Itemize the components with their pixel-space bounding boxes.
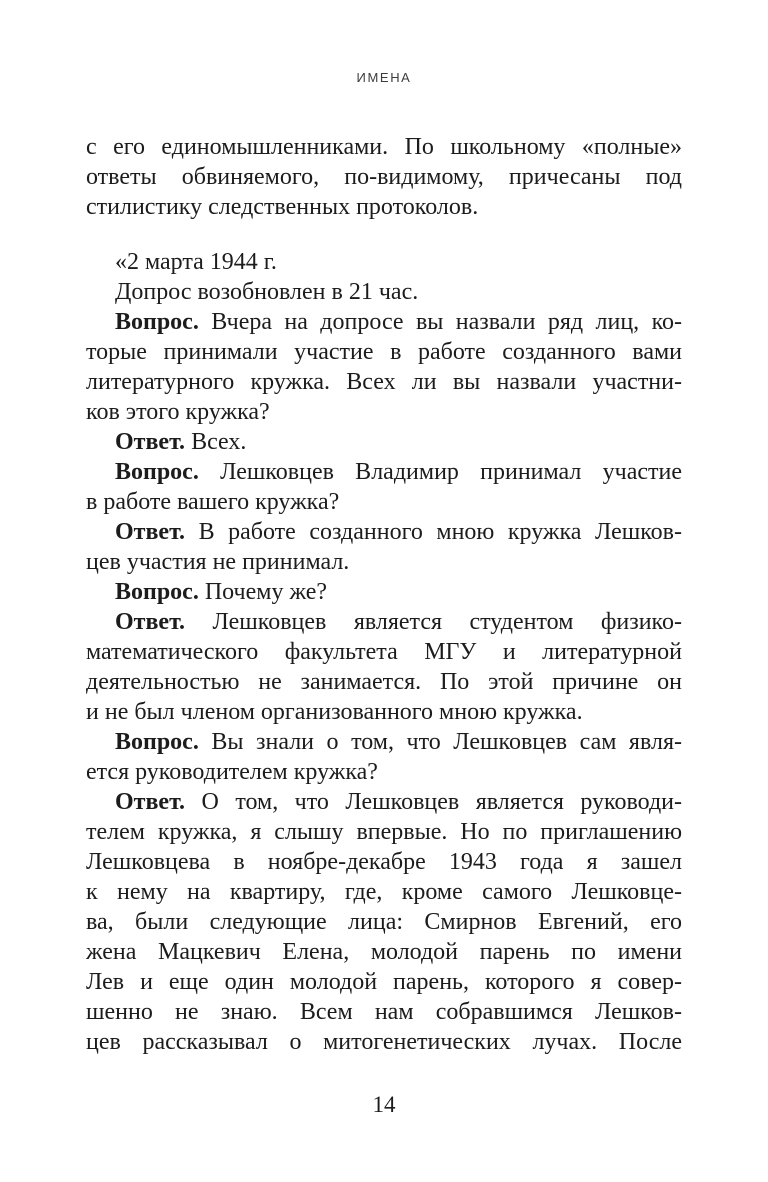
text-line: и не был членом организованного мною кружка. bbox=[86, 699, 583, 725]
text-line: с его единомышленниками. По школьному «полные» bbox=[86, 134, 682, 160]
speaker-label: Вопрос. bbox=[115, 309, 199, 335]
text-line: шенно не знаю. Всем нам собравшимся Лешков- bbox=[86, 999, 682, 1025]
text-line: Вопрос. Вчера на допросе вы назвали ряд лиц, ко- bbox=[115, 309, 682, 335]
answer-3 bbox=[86, 607, 682, 727]
text-line: ков этого кружка? bbox=[86, 399, 270, 425]
text-line: Ответ. Лешковцев является студентом физико- bbox=[115, 609, 682, 635]
question-3 bbox=[86, 577, 682, 607]
running-header: ИМЕНА bbox=[356, 70, 412, 85]
text-line: цев рассказывал о митогенетических лучах. После bbox=[86, 1029, 682, 1055]
text-line: ва, были следующие лица: Смирнов Евгений, его bbox=[86, 909, 682, 935]
text-line: Ответ. Всех. bbox=[115, 429, 247, 455]
text-line: Лев и еще один молодой парень, которого я совер- bbox=[86, 969, 682, 995]
speaker-label: Ответ. bbox=[115, 519, 186, 545]
text-line: в работе вашего кружка? bbox=[86, 489, 340, 515]
text-line: ется руководителем кружка? bbox=[86, 759, 378, 785]
text-line: математического факультета МГУ и литературной bbox=[86, 639, 682, 665]
text-line: Вопрос. Лешковцев Владимир принимал участие bbox=[115, 459, 682, 485]
text-line: Ответ. В работе созданного мною кружка Лешков- bbox=[115, 519, 682, 545]
text-line: Лешковцева в ноябре-декабре 1943 года я зашел bbox=[86, 849, 682, 875]
protocol-date-line bbox=[86, 247, 682, 277]
speaker-label: Ответ. bbox=[115, 609, 186, 635]
question-1 bbox=[86, 307, 682, 427]
text-line: жена Мацкевич Елена, молодой парень по имени bbox=[86, 939, 682, 965]
text-line: «2 марта 1944 г. bbox=[115, 249, 277, 275]
text-line: Допрос возобновлен в 21 час. bbox=[115, 279, 419, 305]
text-line: Вопрос. Почему же? bbox=[115, 579, 328, 605]
speaker-label: Вопрос. bbox=[115, 579, 199, 605]
question-4 bbox=[86, 727, 682, 787]
text-line: деятельностью не занимается. По этой причине он bbox=[86, 669, 682, 695]
speaker-label: Вопрос. bbox=[115, 459, 199, 485]
intro-paragraph bbox=[86, 132, 682, 222]
speaker-label: Ответ. bbox=[115, 789, 186, 815]
text-line: Ответ. О том, что Лешковцев является руководи- bbox=[115, 789, 682, 815]
speaker-label: Ответ. bbox=[115, 429, 186, 455]
question-2 bbox=[86, 457, 682, 517]
text-line: торые принимали участие в работе созданного вами bbox=[86, 339, 682, 365]
protocol-resumed-line bbox=[86, 277, 682, 307]
text-line: цев участия не принимал. bbox=[86, 549, 350, 575]
answer-1 bbox=[86, 427, 682, 457]
speaker-label: Вопрос. bbox=[115, 729, 199, 755]
answer-2 bbox=[86, 517, 682, 577]
page-number: 14 bbox=[372, 1092, 396, 1117]
text-line: литературного кружка. Всех ли вы назвали участни- bbox=[86, 369, 682, 395]
text-line: к нему на квартиру, где, кроме самого Лешковце- bbox=[86, 879, 682, 905]
answer-4 bbox=[86, 787, 682, 1057]
text-line: телем кружка, я слышу впервые. Но по приглашению bbox=[86, 819, 682, 845]
text-block bbox=[86, 132, 682, 1057]
text-line: стилистику следственных протоколов. bbox=[86, 194, 479, 220]
text-line: Вопрос. Вы знали о том, что Лешковцев сам явля- bbox=[115, 729, 682, 755]
text-line: ответы обвиняемого, по-видимому, причесаны под bbox=[86, 164, 682, 190]
